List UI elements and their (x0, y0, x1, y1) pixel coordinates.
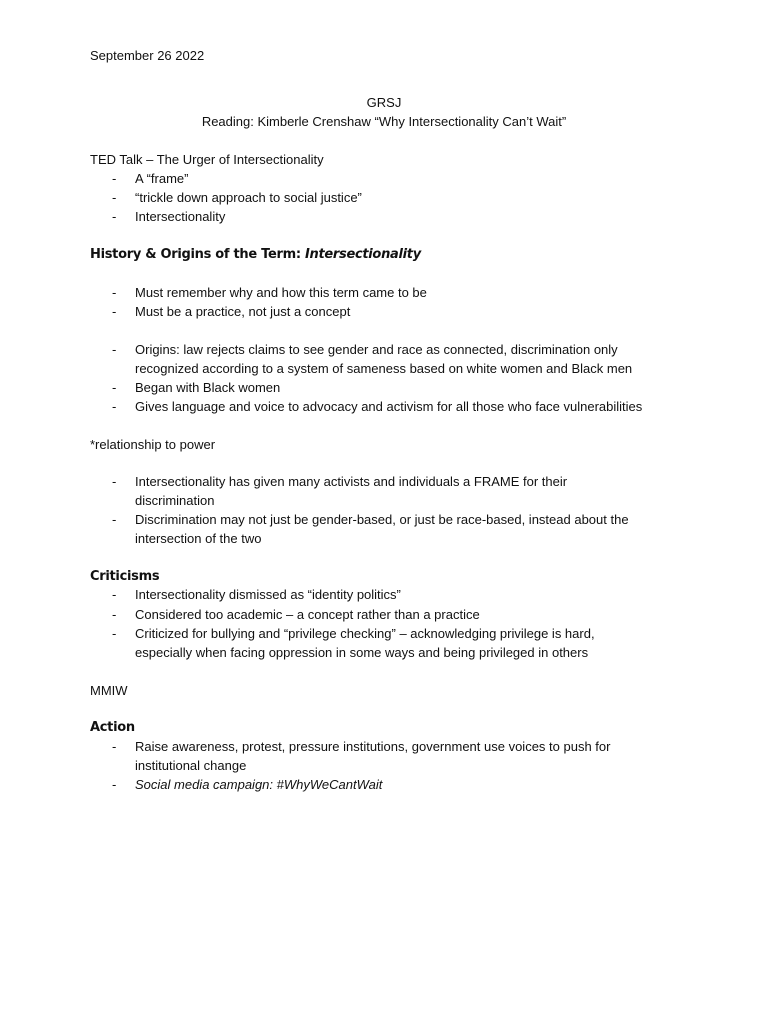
list-item-text: discrimination (135, 493, 215, 508)
bullet-dash: - (112, 587, 117, 602)
list-item-text: Must remember why and how this term came to be (135, 285, 427, 300)
list-item-text: Criticized for bullying and “privilege checking” – acknowledging privilege is hard, (135, 626, 595, 641)
list-item-text: Considered too academic – a concept rather than a practice (135, 607, 480, 622)
bullet-dash: - (112, 399, 117, 414)
mmiw-note: MMIW (90, 683, 128, 698)
list-item-text: especially when facing oppression in some ways and being privileged in others (135, 645, 589, 660)
list-item-text: Intersectionality (135, 209, 226, 224)
list-item-text: institutional change (135, 758, 247, 773)
bullet-dash: - (112, 512, 117, 527)
bullet-dash: - (112, 380, 117, 395)
bullet-dash: - (112, 209, 117, 224)
criticisms-heading: Criticisms (90, 569, 160, 584)
list-item-text: “trickle down approach to social justice” (135, 190, 362, 205)
bullet-dash: - (112, 607, 117, 622)
list-item-text: Intersectionality dismissed as “identity politics” (135, 587, 401, 602)
list-item-text: intersection of the two (135, 531, 262, 546)
list-item-text: Raise awareness, protest, pressure institutions, government use voices to push for (135, 739, 611, 754)
list-item-text: recognized according to a system of sameness based on white women and Black men (135, 361, 633, 376)
bullet-dash: - (112, 626, 117, 641)
history-heading-prefix: History & Origins of the Term: (90, 247, 305, 262)
bullet-dash: - (112, 171, 117, 186)
course-title: GRSJ (366, 95, 402, 110)
bullet-dash: - (112, 285, 117, 300)
bullet-dash: - (112, 739, 117, 754)
bullet-dash: - (112, 342, 117, 357)
bullet-dash: - (112, 777, 117, 792)
list-item-text: Began with Black women (135, 380, 281, 395)
list-item-text: A “frame” (135, 171, 189, 186)
bullet-dash: - (112, 474, 117, 489)
bullet-dash: - (112, 190, 117, 205)
date: September 26 2022 (90, 48, 205, 63)
reading-title: Reading: Kimberle Crenshaw “Why Intersectionality Can’t Wait” (201, 114, 567, 129)
list-item-text: Gives language and voice to advocacy and activism for all those who face vulnerabilities (135, 399, 643, 414)
power-note: *relationship to power (90, 437, 216, 452)
list-item-text: Social media campaign: #WhyWeCantWait (135, 777, 383, 792)
action-heading: Action (90, 720, 135, 735)
ted-talk-title: TED Talk – The Urger of Intersectionality (90, 152, 324, 167)
list-item-text: Must be a practice, not just a concept (135, 304, 351, 319)
history-heading-term: Intersectionality (304, 247, 421, 262)
bullet-dash: - (112, 304, 117, 319)
list-item-text: Intersectionality has given many activists and individuals a FRAME for their (135, 474, 568, 489)
list-item-text: Discrimination may not just be gender-based, or just be race-based, instead about the (135, 512, 629, 527)
list-item-text: Origins: law rejects claims to see gender and race as connected, discrimination only (135, 342, 618, 357)
history-heading (90, 245, 421, 264)
